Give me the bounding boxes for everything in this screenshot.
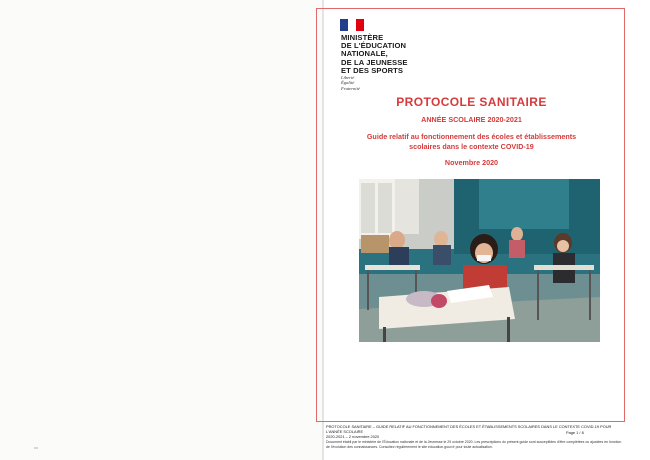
classroom-photo <box>359 179 600 342</box>
school-year: ANNÉE SCOLAIRE 2020-2021 <box>421 115 522 124</box>
subtitle-line: Guide relatif au fonctionnement des écoles et établissements <box>366 132 577 141</box>
page-number: Page 1 / 8 <box>566 430 584 435</box>
footer-ref-line: 2020-2021 – 2 novembre 2020 <box>326 433 380 439</box>
ministry-line: NATIONALE, <box>341 49 388 59</box>
motto-line: Liberté <box>341 75 355 80</box>
document-subtitle <box>330 132 613 152</box>
ministry-line: DE LA JEUNESSE <box>341 57 408 67</box>
republic-motto <box>341 75 360 91</box>
left-blank-page <box>0 0 322 460</box>
motto-line: Fraternité <box>341 85 360 91</box>
document-date: Novembre 2020 <box>444 158 499 167</box>
french-flag-logo <box>340 19 364 31</box>
ministry-line: DE L'ÉDUCATION <box>341 41 407 51</box>
motto-line: Égalité <box>341 80 355 86</box>
footer-note: Document établi par le ministère de l'Éducation nationale et de la Jeunesse le 29 octobre 2020. Les prescriptions du présent guide sont susceptibles d'être complétées ou ajustées en fonction de l'évolution des connaissances. Consultez régulièrement le site education.gouv.fr pour toute actualisation. <box>326 440 622 449</box>
ministry-name <box>341 34 408 75</box>
flag-white-band <box>348 19 356 31</box>
subtitle-line: scolaires dans le contexte COVID-19 <box>409 142 534 151</box>
ministry-line: MINISTÈRE <box>341 33 384 42</box>
classroom-photo-drawing <box>359 179 600 342</box>
ministry-line: ET DES SPORTS <box>341 65 404 75</box>
footer-ref-line: PROTOCOLE SANITAIRE – GUIDE RELATIF AU FONCTIONNEMENT DES ÉCOLES ET ÉTABLISSEMENTS SCOLAIRES DANS LE CONTEXTE COVID-19 POUR L'ANNÉE SCOLAIRE <box>326 424 612 434</box>
scan-speck <box>34 447 38 449</box>
document-title: PROTOCOLE SANITAIRE <box>396 95 547 109</box>
flag-red-band <box>356 19 364 31</box>
flag-blue-band <box>340 19 348 31</box>
